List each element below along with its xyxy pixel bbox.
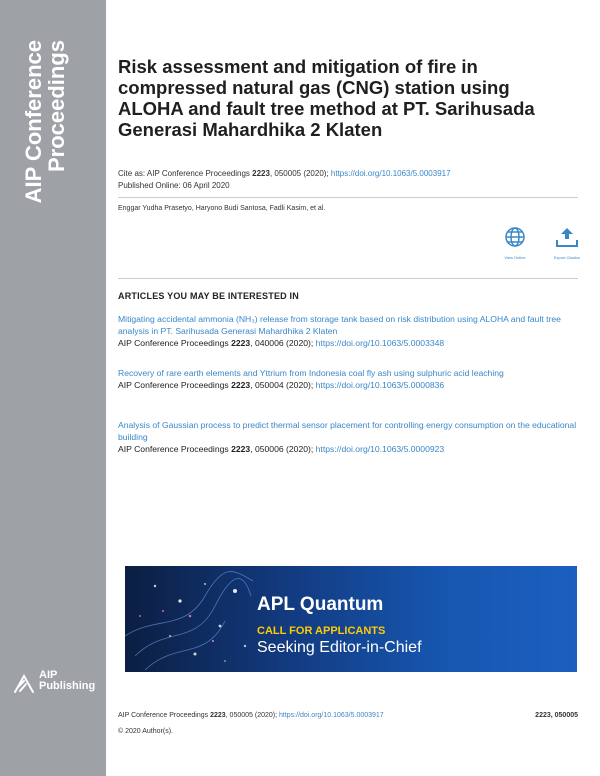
related-citation-prefix: AIP Conference Proceedings <box>118 380 232 390</box>
related-citation-prefix: AIP Conference Proceedings <box>118 444 232 454</box>
export-citation-button[interactable] <box>547 226 587 260</box>
article-doi-link[interactable]: https://doi.org/10.1063/5.0003917 <box>330 169 451 178</box>
related-article-title-link[interactable]: Recovery of rare earth elements and Yttrium from Indonesia coal fly ash using sulphuric acid leaching <box>118 368 504 378</box>
footer-citation-volume: 2223 <box>210 712 226 719</box>
publisher-logo <box>13 670 103 698</box>
article-title: Risk assessment and mitigation of fire in compressed natural gas (CNG) station using ALOHA and fault tree method at PT. Sarihusada Generasi Mahardhika 2 Klaten <box>118 56 535 140</box>
export-tray-icon <box>555 226 579 248</box>
journal-name-line2: Proceedings <box>44 40 69 173</box>
banner-subtitle: Seeking Editor-in-Chief <box>257 639 422 656</box>
particle-swirl-graphic <box>125 566 255 672</box>
citation-prefix: Cite as: AIP Conference Proceedings <box>118 169 253 178</box>
publisher-name-line2: Publishing <box>39 680 96 692</box>
footer-doi-link[interactable]: https://doi.org/10.1063/5.0003917 <box>279 712 384 719</box>
sidebar <box>0 0 106 776</box>
related-citation-suffix: , 040006 (2020); <box>250 338 316 348</box>
author-list: Enggar Yudha Prasetyo, Haryono Budi Santosa, Fadli Kasim, et al. <box>118 205 326 212</box>
related-citation-volume: 2223 <box>231 444 251 454</box>
related-article-title-link[interactable]: Analysis of Gaussian process to predict thermal sensor placement for controlling energy consumption on the educational building <box>118 420 577 442</box>
related-articles-heading: ARTICLES YOU MAY BE INTERESTED IN <box>118 291 299 301</box>
aip-logo-icon <box>13 672 35 694</box>
related-article-doi-link[interactable]: https://doi.org/10.1063/5.0000836 <box>315 380 445 390</box>
divider <box>118 197 578 198</box>
journal-name <box>22 40 100 250</box>
related-article-citation <box>118 379 578 391</box>
citation-line <box>118 168 451 179</box>
publisher-name-line1: AIP <box>39 669 58 681</box>
related-article <box>118 313 578 349</box>
footer-copyright: © 2020 Author(s). <box>118 728 173 735</box>
published-date: Published Online: 06 April 2020 <box>118 181 230 190</box>
footer-page-ref: 2223, 050005 <box>535 712 578 719</box>
related-citation-volume: 2223 <box>231 338 251 348</box>
banner-title: APL Quantum <box>257 594 384 615</box>
related-article <box>118 367 578 391</box>
related-article-citation <box>118 443 578 455</box>
related-article-title-link[interactable]: Mitigating accidental ammonia (NH₃) release from storage tank based on risk distribution using ALOHA and fault tree analysis in PT. Sarihusada Generasi Mahardhika 2 Klaten <box>118 314 561 336</box>
advertisement-banner[interactable] <box>125 566 577 672</box>
related-article-doi-link[interactable]: https://doi.org/10.1063/5.0003348 <box>315 338 445 348</box>
footer-citation <box>118 712 384 719</box>
citation-volume: 2223 <box>252 169 270 178</box>
related-citation-prefix: AIP Conference Proceedings <box>118 338 232 348</box>
related-citation-suffix: , 050004 (2020); <box>250 380 316 390</box>
related-citation-volume: 2223 <box>231 380 251 390</box>
journal-name-line1: AIP Conference <box>21 40 46 204</box>
footer-citation-suffix: , 050005 (2020); <box>225 712 279 719</box>
related-article <box>118 419 578 455</box>
related-article-doi-link[interactable]: https://doi.org/10.1063/5.0000923 <box>315 444 445 454</box>
related-citation-suffix: , 050006 (2020); <box>250 444 316 454</box>
footer-citation-prefix: AIP Conference Proceedings <box>118 712 211 719</box>
export-citation-label: Export Citation <box>553 255 581 260</box>
banner-call-to-action: CALL FOR APPLICANTS <box>257 625 386 637</box>
citation-suffix: , 050005 (2020); <box>269 169 331 178</box>
divider <box>118 278 578 279</box>
view-online-button[interactable] <box>495 226 535 260</box>
view-online-label: View Online <box>504 255 526 260</box>
globe-icon <box>504 226 526 248</box>
related-article-citation <box>118 337 578 349</box>
